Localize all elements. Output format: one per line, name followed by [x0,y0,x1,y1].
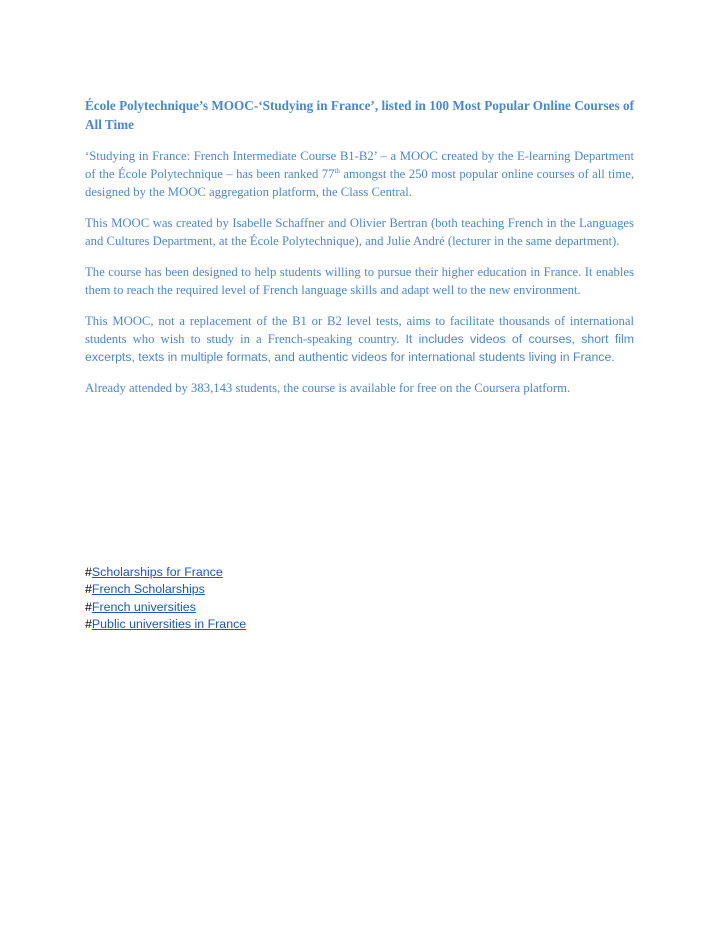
paragraph-content-text-2: It includes videos of courses, short film excerpts, texts in multiple formats, and authentic videos for international students living in France. [85,332,635,364]
hash-symbol: # [85,565,92,579]
hashtag-list [85,564,246,633]
ordinal-suffix: th [334,166,340,175]
article [85,96,634,410]
paragraph-attendance: Already attended by 383,143 students, the course is available for free on the Coursera platform. [85,381,571,395]
hash-symbol: # [85,582,92,597]
tag-link-french-universities[interactable]: French universities [91,599,196,614]
paragraph-ranking-text-1: ‘Studying in France: French Intermediate Course B1-B2’ – a MOOC created by the E-learning Department of the École Polytechnique – has been ranked 77 [85,149,634,181]
hash-symbol: # [85,616,92,631]
paragraph-ranking [85,147,634,201]
hashtag-row [85,564,246,581]
hashtag-row [85,581,246,598]
paragraph-content-text-1: This MOOC, not a replacement of the B1 or B2 level tests, aims to facilitate thousands of international students who wish to study in a French-speaking country. [85,314,634,346]
tag-link-scholarships-for-france[interactable]: Scholarships for France [91,565,223,579]
article-title: École Polytechnique’s MOOC-‘Studying in France’, listed in 100 Most Popular Online Courses of All Time [85,98,634,132]
hash-symbol: # [85,599,92,614]
paragraph-ranking-text-2: amongst the 250 most popular online courses of all time, designed by the MOOC aggregation platform, the Class Central. [85,167,634,199]
tag-link-public-universities-in-france[interactable]: Public universities in France [91,616,247,631]
hashtag-row [85,616,246,633]
hashtag-row [85,599,246,616]
paragraph-creators: This MOOC was created by Isabelle Schaffner and Olivier Bertran (both teaching French in the Languages and Cultures Department, at the École Polytechnique), and Julie André (lecturer in the same department). [85,216,634,248]
paragraph-purpose: The course has been designed to help students willing to pursue their higher education in France. It enables them to reach the required level of French language skills and adapt well to the new environment. [85,265,634,297]
paragraph-content [85,312,634,366]
tag-link-french-scholarships[interactable]: French Scholarships [91,582,205,597]
